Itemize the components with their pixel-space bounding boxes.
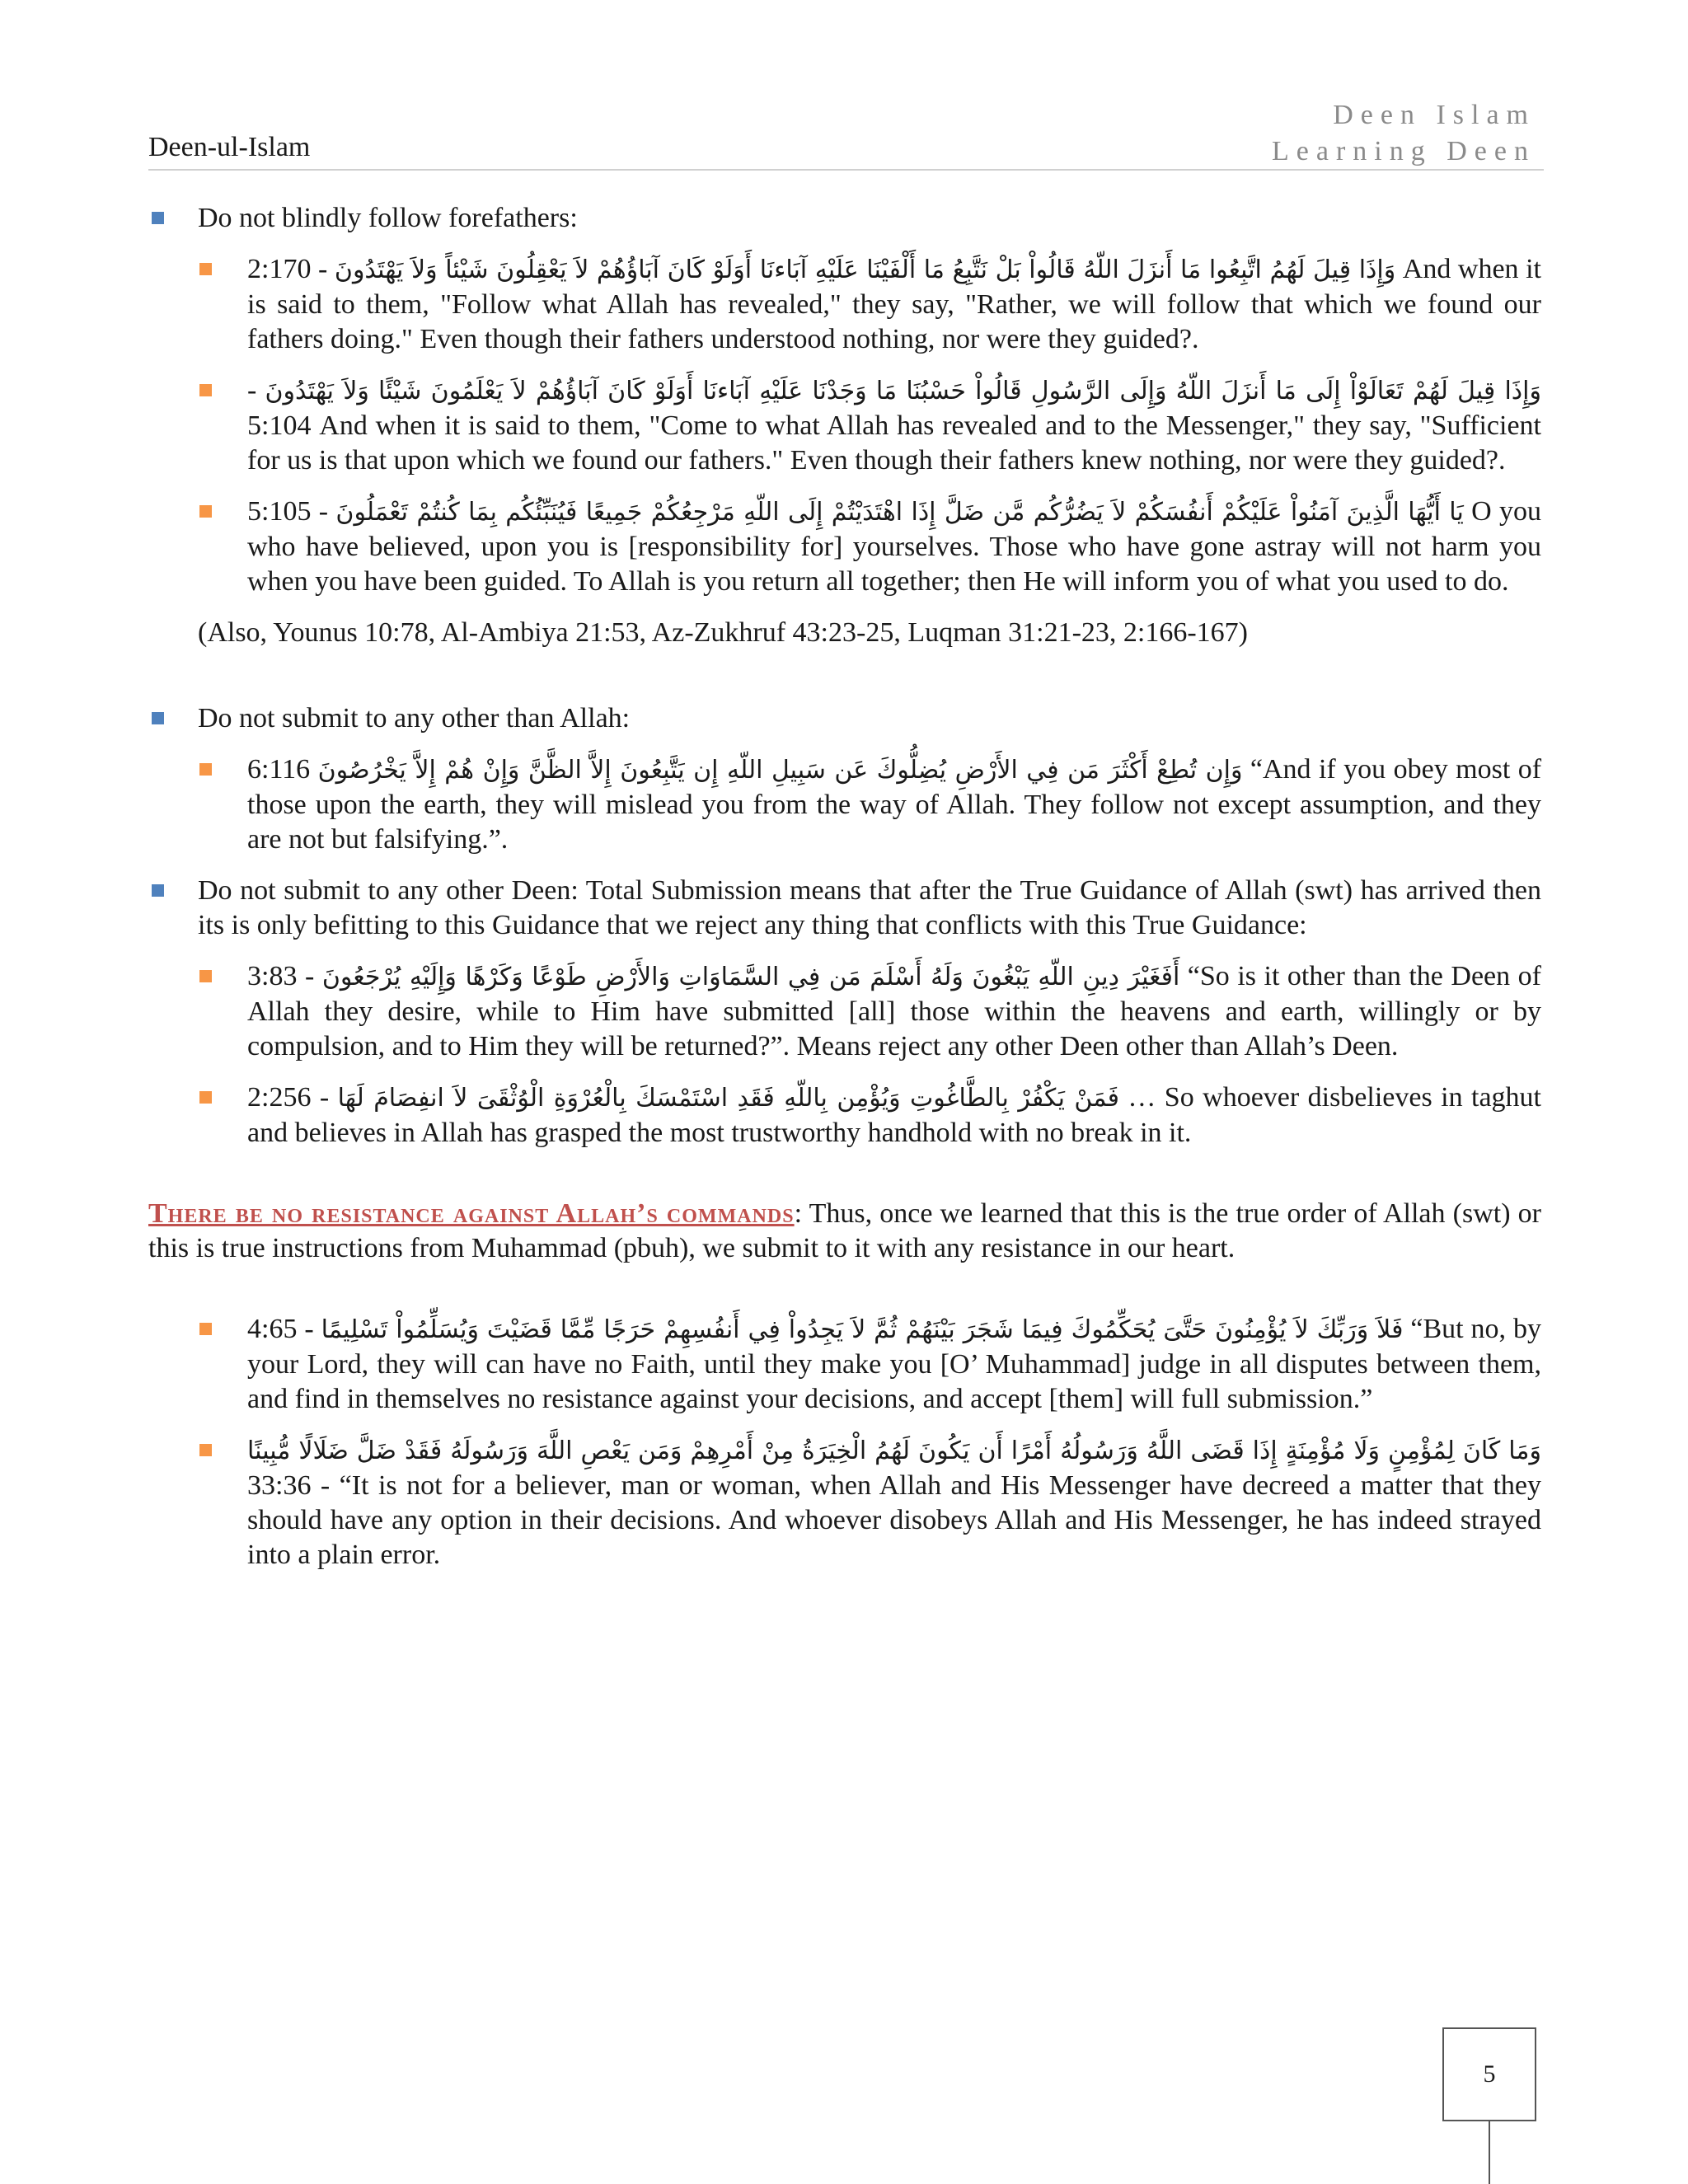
header-doc-title: Deen-ul-Islam (148, 132, 311, 162)
arabic-verse: وَإِذَا قِيلَ لَهُمْ تَعَالَوْاْ إِلَى مَا أَنزَلَ اللّهُ وَإِلَى الرَّسُولِ قَالُواْ حَسْبُنَا مَا وَجَدْنَا عَلَيْهِ آبَاءنَا أَوَلَوْ كَانَ آبَاؤُهُمْ لاَ يَعْلَمُونَ شَيْئًا وَلاَ يَهْتَدُونَ (265, 377, 1541, 405)
arabic-verse: أَفَغَيْرَ دِينِ اللّهِ يَبْغُونَ وَلَهُ أَسْلَمَ مَن فِي السَّمَاوَاتِ وَالأَرْضِ طَوْعًا وَكَرْهًا وَإِلَيْهِ يُرْجَعُونَ (321, 963, 1180, 991)
verse-translation: - 5:105 O you who have believed, upon you is [responsibility for] yourselves. Those who have gone astray will not harm you when you have been guided. To Allah is you return all together; then He will inform you of what you used to do. (247, 496, 1541, 597)
orange-square-bullet-icon (199, 1323, 212, 1335)
orange-square-bullet-icon (199, 263, 212, 275)
verse-translation: - 4:65 “But no, by your Lord, they will can have no Faith, until they make you [O’ Muhammad] judge in all disputes between them, and find in themselves no resistance against your decisions, and accept [them] will full submission.” (247, 1314, 1541, 1414)
page-number: 5 (1483, 2060, 1496, 2088)
header-divider (148, 169, 1544, 171)
section-heading: There be no resistance against Allah’s commands (148, 1198, 795, 1229)
arabic-verse: يَا أَيُّهَا الَّذِينَ آمَنُواْ عَلَيْكُمْ أَنفُسَكُمْ لاَ يَضُرُّكُم مَّن ضَلَّ إِذَا اهْتَدَيْتُمْ إِلَى اللّهِ مَرْجِعُكُمْ جَمِيعًا فَيُنَبِّئُكُم بِمَا كُنتُمْ تَعْمَلُونَ (335, 498, 1464, 527)
blue-square-bullet-icon (152, 884, 164, 897)
bullet-submit-allah (148, 701, 1541, 736)
verse-item (148, 252, 1541, 357)
arabic-verse: وَإِن تُطِعْ أَكْثَرَ مَن فِي الأَرْضِ يُضِلُّوكَ عَن سَبِيلِ اللّهِ إِن يَتَّبِعُونَ إِلاَّ الظَّنَّ وَإِنْ هُمْ إِلاَّ يَخْرُصُونَ (317, 756, 1243, 785)
orange-square-bullet-icon (199, 1091, 212, 1104)
arabic-verse: فَمَنْ يَكْفُرْ بِالطَّاغُوتِ وَيُؤْمِن بِاللّهِ فَقَدِ اسْتَمْسَكَ بِالْعُرْوَةِ الْوُثْقَىَ لاَ انفِصَامَ لَهَا (337, 1084, 1119, 1113)
orange-square-bullet-icon (199, 1444, 212, 1456)
orange-square-bullet-icon (199, 970, 212, 982)
blue-square-bullet-icon (152, 712, 164, 724)
verse-item (148, 494, 1541, 599)
section-intro: : Thus, once we learned that this is the true order of Allah (swt) or this is true instructions from Muhammad (pbuh), we submit to it with any resistance in our heart. (148, 1198, 1541, 1263)
verse-translation: 6:116 “And if you obey most of those upon the earth, they will mislead you from the way of Allah. They follow not except assumption, and they are not but falsifying.”. (247, 754, 1542, 855)
arabic-verse: وَإِذَا قِيلَ لَهُمُ اتَّبِعُوا مَا أَنزَلَ اللّهُ قَالُواْ بَلْ نَتَّبِعُ مَا أَلْفَيْنَا عَلَيْهِ آبَاءنَا أَوَلَوْ كَانَ آبَاؤُهُمْ لاَ يَعْقِلُونَ شَيْئاً وَلاَ يَهْتَدُونَ (334, 255, 1396, 284)
page-number-line (1489, 2121, 1490, 2184)
bullet-title: Do not submit to any other than Allah: (198, 703, 631, 733)
page-content (148, 201, 1541, 1572)
verse-item (148, 1080, 1541, 1151)
verse-item (148, 752, 1541, 857)
orange-square-bullet-icon (199, 384, 212, 396)
verse-item (148, 1312, 1541, 1417)
arabic-verse: وَمَا كَانَ لِمُؤْمِنٍ وَلَا مُؤْمِنَةٍ إِذَا قَضَى اللَّهُ وَرَسُولُهُ أَمْرًا أَن يَكُونَ لَهُمُ الْخِيَرَةُ مِنْ أَمْرِهِمْ وَمَن يَعْصِ اللَّهَ وَرَسُولَهُ فَقَدْ ضَلَّ ضَلَالًا مُّبِينًا (247, 1436, 1541, 1465)
header-site-title (1272, 97, 1536, 170)
bullet-title: Do not blindly follow forefathers: (198, 203, 578, 233)
bullet-title: Do not submit to any other Deen: Total Submission means that after the True Guidance of Allah (swt) has arrived then its is only befitting to this Guidance that we reject any thing that conflicts with this True Guidance: (198, 875, 1541, 940)
verse-item (148, 1433, 1541, 1572)
blue-square-bullet-icon (152, 212, 164, 224)
header-site-line-2: Learning Deen (1272, 136, 1536, 166)
verse-translation: - 5:104 And when it is said to them, "Come to what Allah has revealed and to the Messenger," they say, "Sufficient for us is that upon which we found our fathers." Even though their fathers knew nothing, nor were they guided?. (247, 375, 1541, 476)
verse-translation: - 2:170 And when it is said to them, "Follow what Allah has revealed," they say, "Rather, we will follow that which we found our fathers doing." Even though their fathers understood nothing, nor were they guided?. (247, 254, 1542, 354)
page-number-box (1442, 2027, 1536, 2121)
also-references: (Also, Younus 10:78, Al-Ambiya 21:53, Az-Zukhruf 43:23-25, Luqman 31:21-23, 2:166-167) (198, 617, 1248, 648)
verse-item (148, 373, 1541, 478)
orange-square-bullet-icon (199, 505, 212, 518)
bullet-forefathers (148, 201, 1541, 236)
no-resistance-paragraph (148, 1197, 1541, 1266)
orange-square-bullet-icon (199, 763, 212, 776)
verse-translation: - 3:83 “So is it other than the Deen of Allah they desire, while to Him have submitted [all] those within the heavens and earth, willingly or by compulsion, and to Him they will be returned?”. Means reject any other Deen other than Allah’s Deen. (247, 961, 1541, 1062)
bullet-submit-deen (148, 874, 1541, 943)
arabic-verse: فَلاَ وَرَبِّكَ لاَ يُؤْمِنُونَ حَتَّىَ يُحَكِّمُوكَ فِيمَا شَجَرَ بَيْنَهُمْ ثُمَّ لاَ يَجِدُواْ فِي أَنفُسِهِمْ حَرَجًا مِّمَّا قَضَيْتَ وَيُسَلِّمُواْ تَسْلِيمًا (321, 1315, 1404, 1344)
header-site-line-1: Deen Islam (1333, 100, 1536, 130)
verse-translation: - 2:256 … So whoever disbelieves in taghut and believes in Allah has grasped the most trustworthy handhold with no break in it. (247, 1082, 1541, 1148)
verse-item (148, 959, 1541, 1064)
verse-translation: - 33:36 “It is not for a believer, man or woman, when Allah and His Messenger have decreed a matter that they should have any option in their decisions. And whoever disobeys Allah and His Messenger, he has indeed strayed into a plain error. (247, 1470, 1541, 1570)
